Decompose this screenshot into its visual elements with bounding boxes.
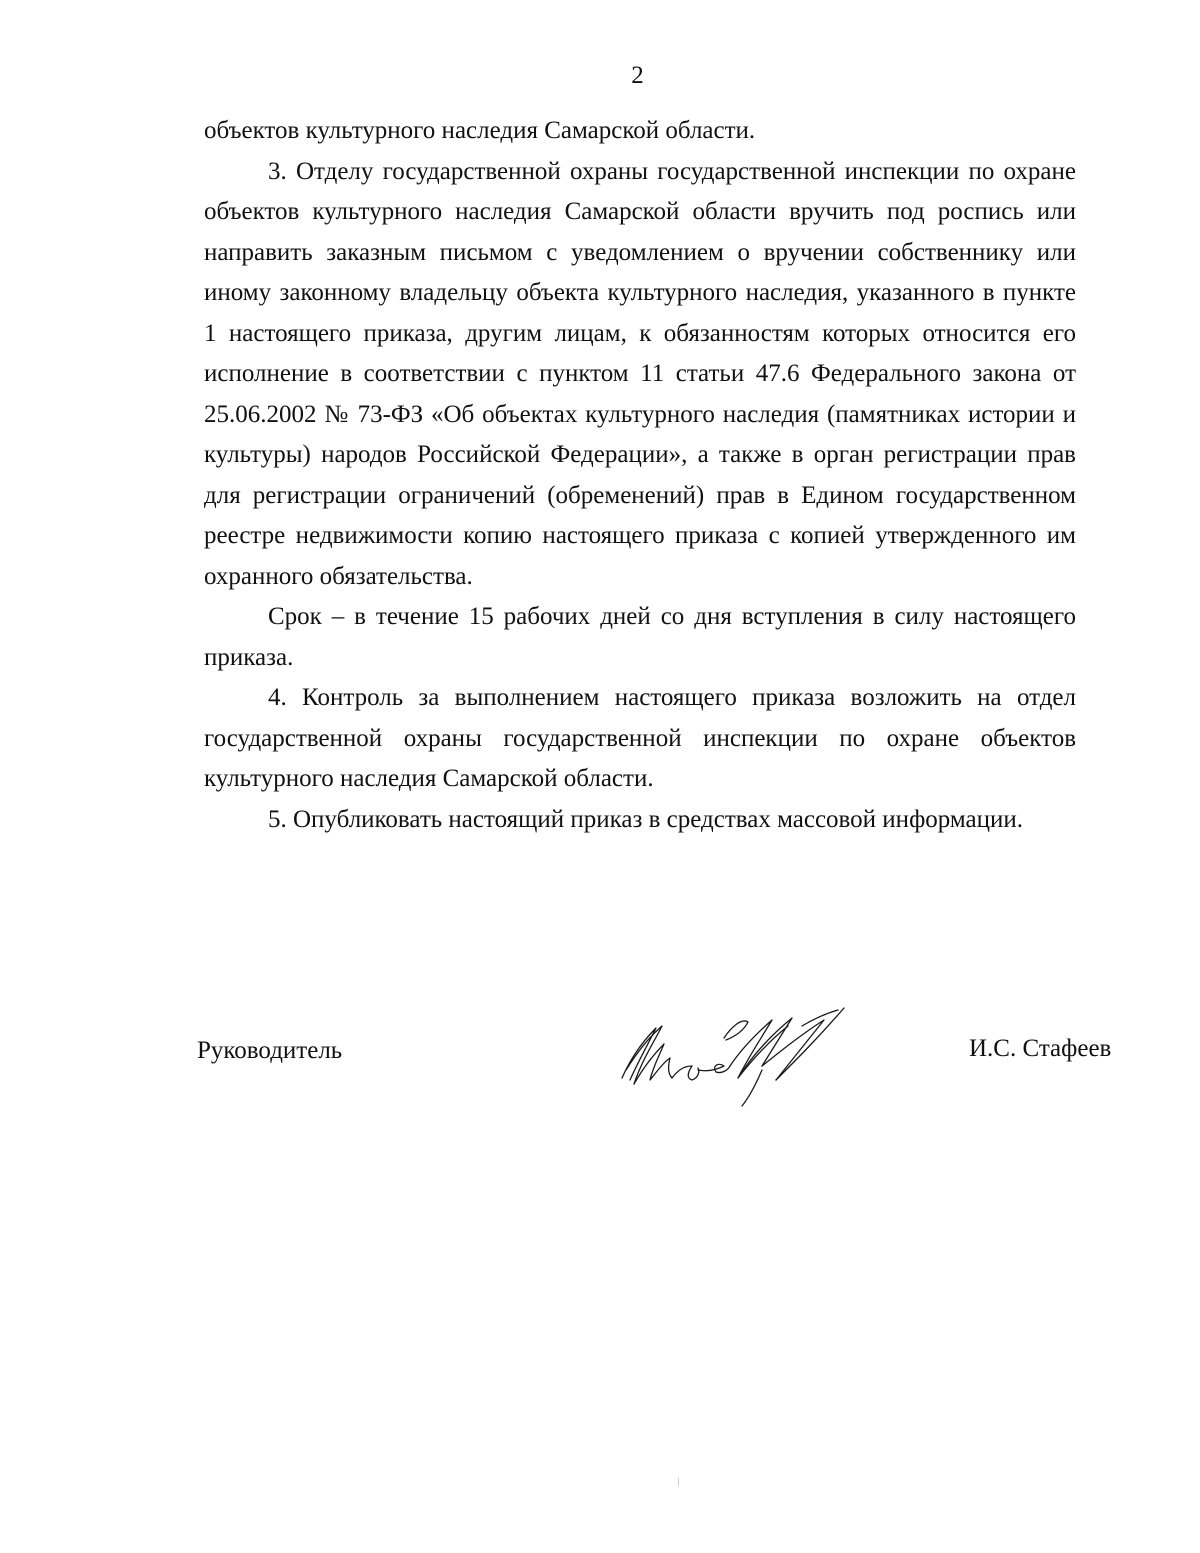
scan-artifact [678, 1478, 679, 1486]
handwritten-signature [612, 1000, 852, 1110]
page-number: 2 [631, 62, 644, 89]
signature-block [0, 1000, 1200, 1110]
paragraph-item-3: 3. Отделу государственной охраны государственной инспекции по охране объектов культурного наследия Самарской области вручить под роспись или направить заказным письмом с уведомлением о вручении собственнику или иному законному владельцу объекта культурного наследия, указанного в пункте 1 настоящего приказа, другим лицам, к обязанностям которых относится его исполнение в соответствии с пунктом 11 статьи 47.6 Федерального закона от 25.06.2002 № 73-ФЗ «Об объектах культурного наследия (памятниках истории и культуры) народов Российской Федерации», а также в орган регистрации прав для регистрации ограничений (обременений) прав в Едином государственном реестре недвижимости копию настоящего приказа с копией утвержденного им охранного обязательства. [204, 157, 1076, 590]
paragraph-continuation: объектов культурного наследия Самарской области. [204, 117, 756, 144]
paragraph-item-4: 4. Контроль за выполнением настоящего приказа возложить на отдел государственной охраны государственной инспекции по охране объектов культурного наследия Самарской области. [204, 684, 1076, 792]
paragraph-deadline: Срок – в течение 15 рабочих дней со дня вступления в силу настоящего приказа. [204, 603, 1076, 671]
document-body [204, 111, 1076, 840]
signer-title: Руководитель [197, 1037, 343, 1064]
paragraph-item-5: 5. Опубликовать настоящий приказ в средствах массовой информации. [268, 805, 1024, 833]
signer-name: И.С. Стафеев [969, 1035, 1112, 1062]
